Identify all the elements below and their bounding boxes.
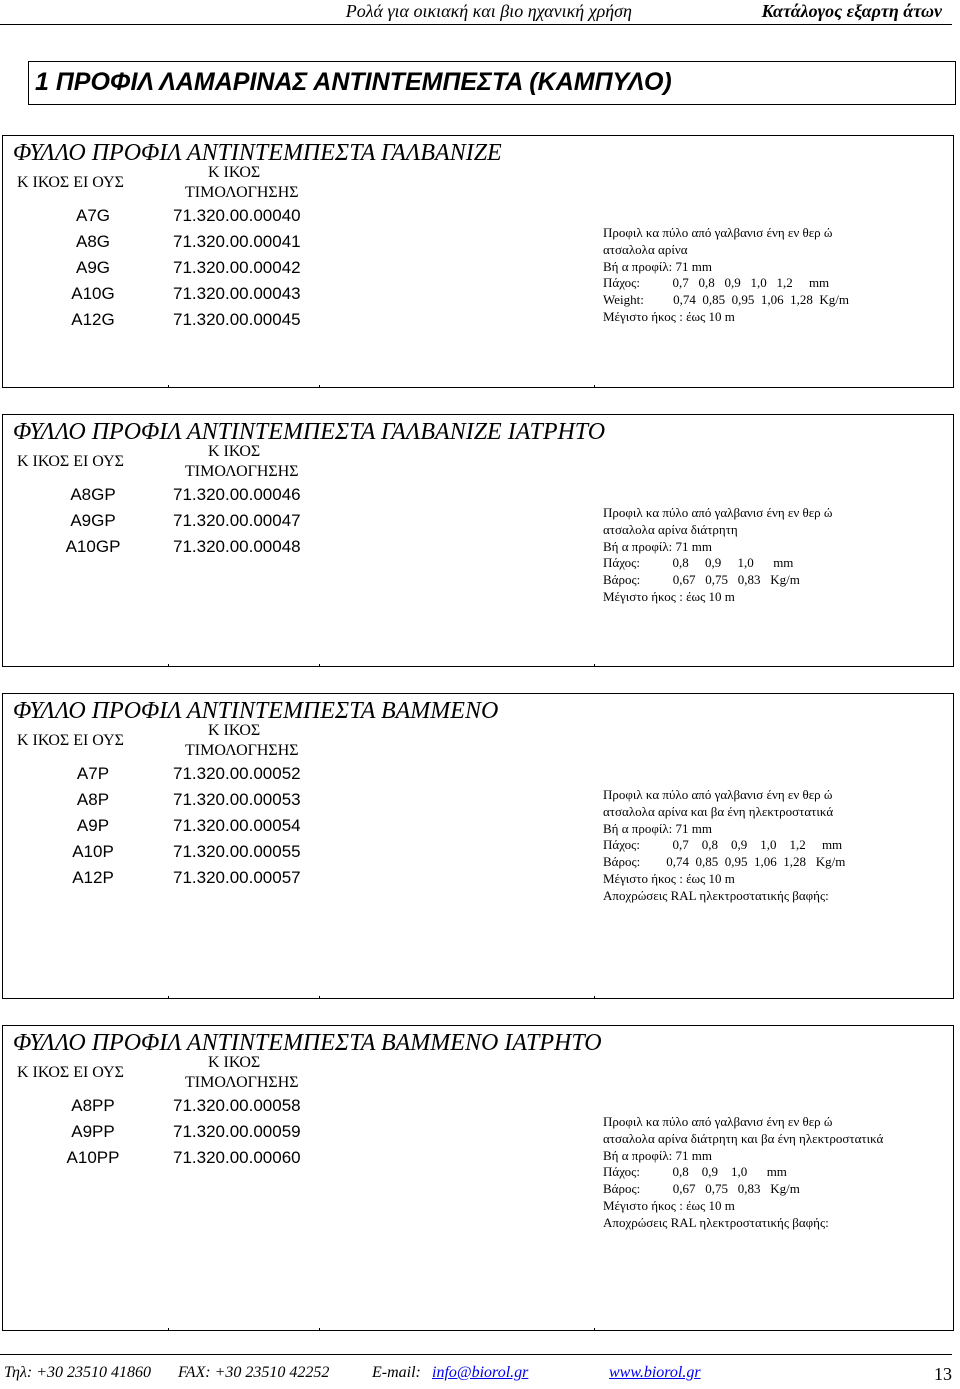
product-code: A8P [76, 790, 110, 809]
description-line: Βή α προφίλ: 71 mm [603, 1147, 712, 1163]
invoice-code: 71.320.00.00060 [173, 1148, 301, 1167]
invoice-code: 71.320.00.00043 [173, 284, 301, 303]
invoice-code: 71.320.00.00052 [173, 764, 301, 783]
column-header-code: Κ ΙΚΟΣ ΕΙ ΟΥΣ [17, 732, 124, 749]
description-line: Μέγιστο ήκος : έως 10 m [603, 588, 735, 604]
description-line: Προφιλ κα πύλο από γαλβανισ ένη εν θερ ώ [603, 1114, 833, 1129]
column-header-code: Κ ΙΚΟΣ ΕΙ ΟΥΣ [17, 453, 124, 470]
product-code: A8PP [71, 1096, 115, 1115]
column-header-code: Κ ΙΚΟΣ ΕΙ ΟΥΣ [17, 174, 124, 191]
invoice-code: 71.320.00.00045 [173, 310, 301, 329]
description-line: ατσαλολα αρίνα διάτρητη [603, 521, 738, 537]
product-code: A8G [75, 232, 111, 251]
footer-website-link[interactable]: www.biorol.gr [609, 1364, 701, 1381]
column-header-code: Κ ΙΚΟΣ ΕΙ ΟΥΣ [17, 1064, 124, 1081]
product-code: A10G [71, 284, 115, 303]
description-line: Πάχος: 0,7 0,8 0,9 1,0 1,2 mm [603, 837, 843, 853]
invoice-code: 71.320.00.00046 [173, 485, 301, 504]
section-title: ΦΥΛΛΟ ΠΡΟΦΙΛ ΑΝΤΙΝΤΕΜΠΕΣΤΑ ΓΑΛΒΑΝΙΖΕ [13, 140, 502, 166]
description-line: Προφιλ κα πύλο από γαλβανισ ένη εν θερ ώ [603, 787, 833, 802]
section-title: ΦΥΛΛΟ ΠΡΟΦΙΛ ΑΝΤΙΝΤΕΜΠΕΣΤΑ ΒΑΜΜΕΝΟ [13, 698, 499, 724]
column-tick [319, 385, 320, 388]
invoice-code: 71.320.00.00053 [173, 790, 301, 809]
section-title: ΦΥΛΛΟ ΠΡΟΦΙΛ ΑΝΤΙΝΤΕΜΠΕΣΤΑ ΓΑΛΒΑΝΙΖΕ ΙΑΤΡΗΤΟ [13, 419, 606, 445]
product-section [2, 414, 954, 667]
description-line: Μέγιστο ήκος : έως 10 m [603, 308, 735, 324]
description-line: Αποχρώσεις RAL ηλεκτροστατικής βαφής: [603, 1214, 829, 1230]
description-line: Πάχος: 0,8 0,9 1,0 mm [603, 1164, 787, 1180]
description-line: Πάχος: 0,8 0,9 1,0 mm [603, 555, 794, 571]
column-tick [168, 1328, 169, 1331]
column-tick [594, 385, 595, 388]
column-header-invoice-line1: Κ ΙΚΟΣ [208, 1054, 261, 1071]
section-title: ΦΥΛΛΟ ΠΡΟΦΙΛ ΑΝΤΙΝΤΕΜΠΕΣΤΑ ΒΑΜΜΕΝΟ ΙΑΤΡΗΤΟ [13, 1030, 602, 1056]
invoice-code: 71.320.00.00042 [173, 258, 301, 277]
invoice-code: 71.320.00.00054 [173, 816, 301, 835]
column-tick [319, 996, 320, 999]
footer-phone: Τηλ: +30 23510 41860 [4, 1364, 152, 1381]
footer-divider [0, 1354, 952, 1355]
product-code: A7P [76, 764, 110, 783]
column-header-invoice-line2: ΤΙΜΟΛΟΓΗΣΗΣ [185, 742, 299, 759]
description-line: Βάρος: 0,74 0,85 0,95 1,06 1,28 Kg/m [603, 854, 846, 870]
invoice-code: 71.320.00.00059 [173, 1122, 301, 1141]
invoice-code: 71.320.00.00041 [173, 232, 301, 251]
product-code: A10GP [65, 537, 121, 556]
description-line: ατσαλολα αρίνα [603, 241, 688, 257]
header-right-text: Κατάλογος εξαρτη άτων [761, 1, 942, 21]
page-title: 1 ΠΡΟΦΙΛ ΛΑΜΑΡΙΝΑΣ ΑΝΤΙΝΤΕΜΠΕΣΤΑ (ΚΑΜΠΥΛΟ) [35, 68, 672, 96]
product-code: A9P [76, 816, 110, 835]
column-tick [594, 664, 595, 667]
product-code: A12P [72, 868, 114, 887]
column-header-invoice-line2: ΤΙΜΟΛΟΓΗΣΗΣ [185, 184, 299, 201]
description-line: ατσαλολα αρίνα διάτρητη και βα ένη ηλεκτροστατικά [603, 1130, 884, 1146]
product-code: A9GP [70, 511, 116, 530]
description-line: Βή α προφίλ: 71 mm [603, 538, 712, 554]
product-description [603, 787, 845, 905]
header-divider [0, 24, 952, 25]
column-tick [594, 1328, 595, 1331]
product-code: A9G [75, 258, 111, 277]
page-number: 13 [934, 1364, 952, 1384]
invoice-code: 71.320.00.00048 [173, 537, 301, 556]
product-description [603, 505, 832, 606]
description-line: Βάρος: 0,67 0,75 0,83 Kg/m [603, 572, 800, 588]
product-code: A8GP [70, 485, 116, 504]
product-code: A10P [72, 842, 114, 861]
description-line: Πάχος: 0,7 0,8 0,9 1,0 1,2 mm [603, 275, 830, 291]
product-section [2, 693, 954, 999]
description-line: Προφιλ κα πύλο από γαλβανισ ένη εν θερ ώ [603, 225, 833, 240]
header-left-text: Ρολά για οικιακή και βιο ηχανική χρήση [345, 1, 632, 21]
description-line: Προφιλ κα πύλο από γαλβανισ ένη εν θερ ώ [603, 505, 833, 520]
footer-fax: FAX: +30 23510 42252 [178, 1364, 330, 1381]
product-description [603, 225, 849, 326]
description-line: Βή α προφίλ: 71 mm [603, 820, 712, 836]
invoice-code: 71.320.00.00057 [173, 868, 301, 887]
column-header-invoice-line1: Κ ΙΚΟΣ [208, 722, 261, 739]
page-header [0, 0, 960, 24]
invoice-code: 71.320.00.00055 [173, 842, 301, 861]
description-line: Βή α προφίλ: 71 mm [603, 258, 712, 274]
footer-email-label: E-mail: [372, 1364, 421, 1381]
invoice-code: 71.320.00.00047 [173, 511, 301, 530]
product-code: A9PP [71, 1122, 115, 1141]
column-tick [168, 385, 169, 388]
column-tick [319, 664, 320, 667]
column-header-invoice-line2: ΤΙΜΟΛΟΓΗΣΗΣ [185, 463, 299, 480]
page-title-box [28, 61, 956, 105]
description-line: Μέγιστο ήκος : έως 10 m [603, 870, 735, 886]
column-header-invoice-line1: Κ ΙΚΟΣ [208, 164, 261, 181]
column-tick [168, 996, 169, 999]
product-section [2, 135, 954, 388]
product-description [603, 1114, 883, 1232]
product-code: A7G [75, 206, 111, 225]
column-header-invoice-line2: ΤΙΜΟΛΟΓΗΣΗΣ [185, 1074, 299, 1091]
description-line: Βάρος: 0,67 0,75 0,83 Kg/m [603, 1181, 800, 1197]
footer-email-link[interactable]: info@biorol.gr [432, 1364, 529, 1381]
column-tick [168, 664, 169, 667]
description-line: Αποχρώσεις RAL ηλεκτροστατικής βαφής: [603, 887, 829, 903]
column-tick [319, 1328, 320, 1331]
description-line: ατσαλολα αρίνα και βα ένη ηλεκτροστατικά [603, 803, 834, 819]
column-header-invoice-line1: Κ ΙΚΟΣ [208, 443, 261, 460]
product-section [2, 1025, 954, 1331]
description-line: Μέγιστο ήκος : έως 10 m [603, 1197, 735, 1213]
invoice-code: 71.320.00.00040 [173, 206, 301, 225]
page-footer [4, 1362, 960, 1386]
invoice-code: 71.320.00.00058 [173, 1096, 301, 1115]
product-code: A12G [71, 310, 115, 329]
column-tick [594, 996, 595, 999]
product-code: A10PP [66, 1148, 120, 1167]
description-line: Weight: 0,74 0,85 0,95 1,06 1,28 Kg/m [603, 292, 849, 308]
